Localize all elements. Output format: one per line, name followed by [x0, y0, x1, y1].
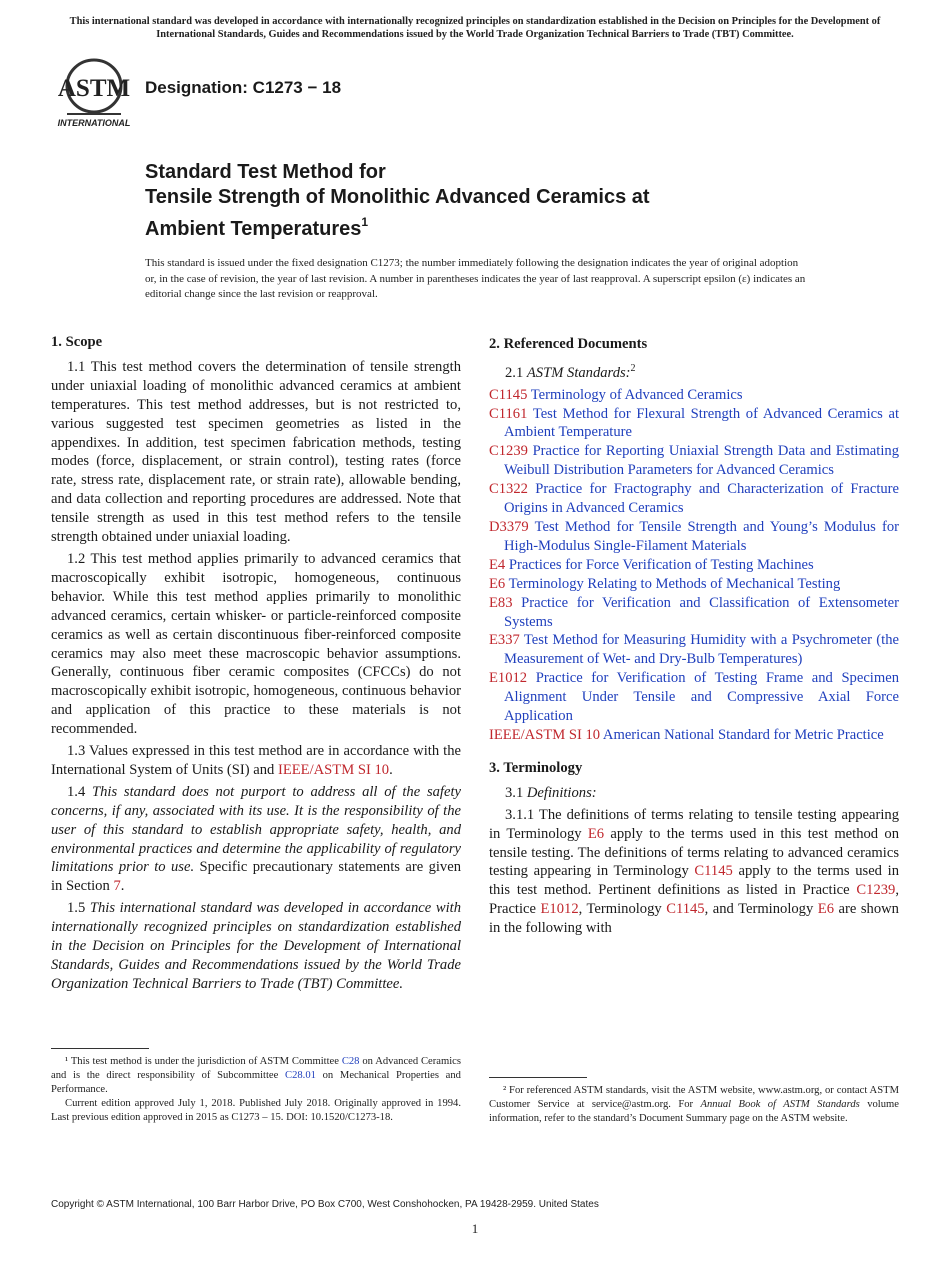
referenced-heading: 2. Referenced Documents — [489, 336, 648, 352]
section-7-link[interactable]: 7 — [113, 878, 121, 895]
issued-note: This standard is issued under the fixed designation C1273; the number immediately following the designation indicates the year of original adoption or, in the case of revision, the year of last revision. A number in parentheses indicates the year of last reapproval. A superscript epsilon (ε) indicates an editorial change since the last revision or reapproval. — [145, 257, 806, 300]
c28-01-link[interactable]: C28.01 — [285, 1070, 316, 1081]
e6-link[interactable]: E6 — [587, 825, 605, 842]
page-number: 1 — [471, 1221, 479, 1236]
reference-code[interactable]: C1239 — [489, 443, 528, 460]
reference-item[interactable] — [489, 518, 899, 556]
wto-notice: This international standard was developed in accordance with internationally recognized principles on standardization established in the Decision on Principles for the Development of International Standards, Guides and Recommendations issued by the World Trade Organization Technical Barriers to Trade (TBT) Committee. — [69, 16, 881, 40]
terminology-3-1-1: 3.1.1 The definitions of terms relating to tensile testing appearing in Terminology E6 apply to the terms used in this test method on tensile testing. The definitions of terms relating to advanced ceramics testing appearing in Terminology C1145 apply to the terms used in this test method. Pertinent definitions as listed in Practice C1239, Practice E1012, Terminology C1145, and Terminology E6 are shown in the following with — [489, 806, 899, 937]
scope-1-5: 1.5 This international standard was developed in accordance with internationally recognized principles on standardization established in the Decision on Principles for the Development of International Standards, Guides and Recommendations issued by the World Trade Organization Technical Barriers to Trade (TBT) Committee. — [51, 900, 462, 992]
e1012-link[interactable]: E1012 — [540, 901, 579, 918]
reference-code[interactable]: E83 — [489, 594, 513, 611]
reference-item[interactable] — [489, 386, 899, 405]
document-title — [145, 160, 865, 242]
footnote-rule — [51, 1048, 149, 1049]
astm-standards-sub: 2.1 ASTM Standards:$^2$ — [505, 362, 636, 381]
reference-code[interactable]: E337 — [489, 632, 520, 649]
reference-title[interactable]: Practice for Verification and Classification of Extensometer Systems — [504, 594, 899, 630]
reference-code[interactable]: E4 — [489, 556, 506, 573]
reference-code[interactable]: C1322 — [489, 481, 528, 498]
reference-title[interactable]: Practices for Force Verification of Testing Machines — [508, 556, 814, 573]
reference-item[interactable] — [489, 556, 899, 575]
reference-title[interactable]: Practice for Fractography and Characterization of Fracture Origins in Advanced Ceramics — [504, 481, 900, 517]
footnote-2: ² For referenced ASTM standards, visit the ASTM website, www.astm.org, or contact ASTM Customer Service at service@astm.org. For Annual Book of ASTM Standards volume information, refer to the standard’s Document Summary page on the ASTM website. — [489, 1077, 899, 1126]
definitions-sub: 3.1 Definitions: — [505, 784, 597, 801]
c1145-link-2[interactable]: C1145 — [666, 901, 705, 918]
copyright-line: Copyright © ASTM International, 100 Barr Harbor Drive, PO Box C700, West Conshohocken, PA 19428-2959. United States — [51, 1199, 599, 1210]
title-line-1: Standard Test Method for — [145, 161, 386, 183]
reference-code[interactable]: E6 — [489, 575, 506, 592]
title-line-3: Ambient Temperatures — [145, 218, 362, 240]
reference-title[interactable]: Terminology of Advanced Ceramics — [530, 386, 743, 403]
reference-list — [489, 386, 899, 745]
reference-title[interactable]: Practice for Reporting Uniaxial Strength Data and Estimating Weibull Distribution Parameters for Advanced Ceramics — [504, 443, 899, 479]
scope-heading: 1. Scope — [51, 334, 103, 350]
reference-item[interactable] — [489, 594, 899, 632]
c1239-link[interactable]: C1239 — [856, 882, 896, 899]
title-line-2: Tensile Strength of Monolithic Advanced Ceramics at — [145, 186, 650, 208]
scope-1-1: 1.1 This test method covers the determination of tensile strength under uniaxial loading of monolithic advanced ceramics at ambient temperatures. This test method addresses, but is not restricted to, various suggested test specimen geometries as listed in the appendixes. In addition, test specimen fabrication methods, testing modes (force, displacement, or strain control), testing rates (force rate, stress rate, displacement rate, or strain rate), allowable bending, and data collection and reporting procedures are addressed. Note that tensile strength as used in this test method refers to the tensile strength obtained under uniaxial loading. — [51, 358, 461, 546]
terminology-heading: 3. Terminology — [489, 759, 583, 776]
reference-title[interactable]: Test Method for Tensile Strength and Young’s Modulus for High-Modulus Single-Filament Materials — [504, 519, 900, 554]
astm-logo — [53, 56, 135, 134]
reference-title[interactable]: American National Standard for Metric Practice — [602, 726, 884, 743]
reference-item[interactable] — [489, 442, 899, 480]
reference-title[interactable]: Practice for Verification of Testing Frame and Specimen Alignment Under Tensile and Compressive Axial Force Application — [504, 670, 899, 725]
c28-link[interactable]: C28 — [341, 1056, 360, 1067]
reference-code[interactable]: D3379 — [489, 519, 529, 536]
left-column — [51, 333, 461, 997]
footnote-1: ¹ This test method is under the jurisdiction of ASTM Committee C28 on Advanced Ceramics and is the direct responsibility of Subcommittee C28.01 on Mechanical Properties and Performance. Current edition approved July 1, 2018. Published July 2018. Originally approved in 1994. Last previous edition approved in 2015 as C1273 – 15. DOI: 10.1520/C1273-18. — [51, 1048, 461, 1125]
reference-code[interactable]: IEEE/ASTM SI 10 — [489, 726, 601, 743]
scope-1-3: 1.3 Values expressed in this test method are in accordance with the International System of Units (SI) and IEEE/ASTM SI 10. — [51, 743, 461, 778]
ieee-si10-link[interactable]: IEEE/ASTM SI 10 — [277, 761, 390, 778]
logo-mark: ASTM — [57, 75, 131, 102]
reference-item[interactable] — [489, 726, 899, 745]
reference-title[interactable]: Test Method for Measuring Humidity with a Psychrometer (the Measurement of Wet- and Dry-Bulb Temperatures) — [504, 632, 899, 668]
reference-code[interactable]: C1145 — [489, 386, 528, 403]
footnote-rule-2 — [489, 1077, 587, 1078]
reference-code[interactable]: E1012 — [489, 670, 528, 687]
c1145-link[interactable]: C1145 — [694, 863, 733, 880]
designation: Designation: C1273 − 18 — [145, 78, 342, 97]
scope-1-2: 1.2 This test method applies primarily to advanced ceramics that macroscopically exhibit isotropic, homogeneous, continuous behavior. While this test method applies primarily to monolithic advanced ceramics, certain whisker- or particle-reinforced composite ceramics as well as certain discontinuous fiber-reinforced composite ceramics may also meet these macroscopic behavior assumptions. Generally, continuous fiber ceramic composites (CFCCs) do not macroscopically exhibit isotropic, homogeneous, continuous behavior and application of this practice to these materials is not recommended. — [51, 550, 461, 738]
reference-item[interactable] — [489, 405, 899, 443]
reference-title[interactable]: Terminology Relating to Methods of Mechanical Testing — [508, 575, 841, 592]
reference-item[interactable] — [489, 575, 899, 594]
scope-1-4: 1.4 This standard does not purport to address all of the safety concerns, if any, associated with its use. It is the responsibility of the user of this standard to establish appropriate safety, health, and environmental practices and determine the applicability of regulatory limitations prior to use. Specific precautionary statements are given in Section 7. — [51, 783, 461, 895]
reference-item[interactable] — [489, 631, 899, 669]
e6-link-2[interactable]: E6 — [817, 901, 835, 918]
logo-sub: INTERNATIONAL — [57, 118, 131, 128]
right-column — [489, 333, 899, 941]
reference-title[interactable]: Test Method for Flexural Strength of Advanced Ceramics at Ambient Temperature — [504, 405, 899, 441]
reference-item[interactable] — [489, 480, 899, 518]
title-footnote-mark: 1 — [361, 215, 369, 229]
reference-item[interactable] — [489, 669, 899, 726]
reference-code[interactable]: C1161 — [489, 405, 528, 422]
